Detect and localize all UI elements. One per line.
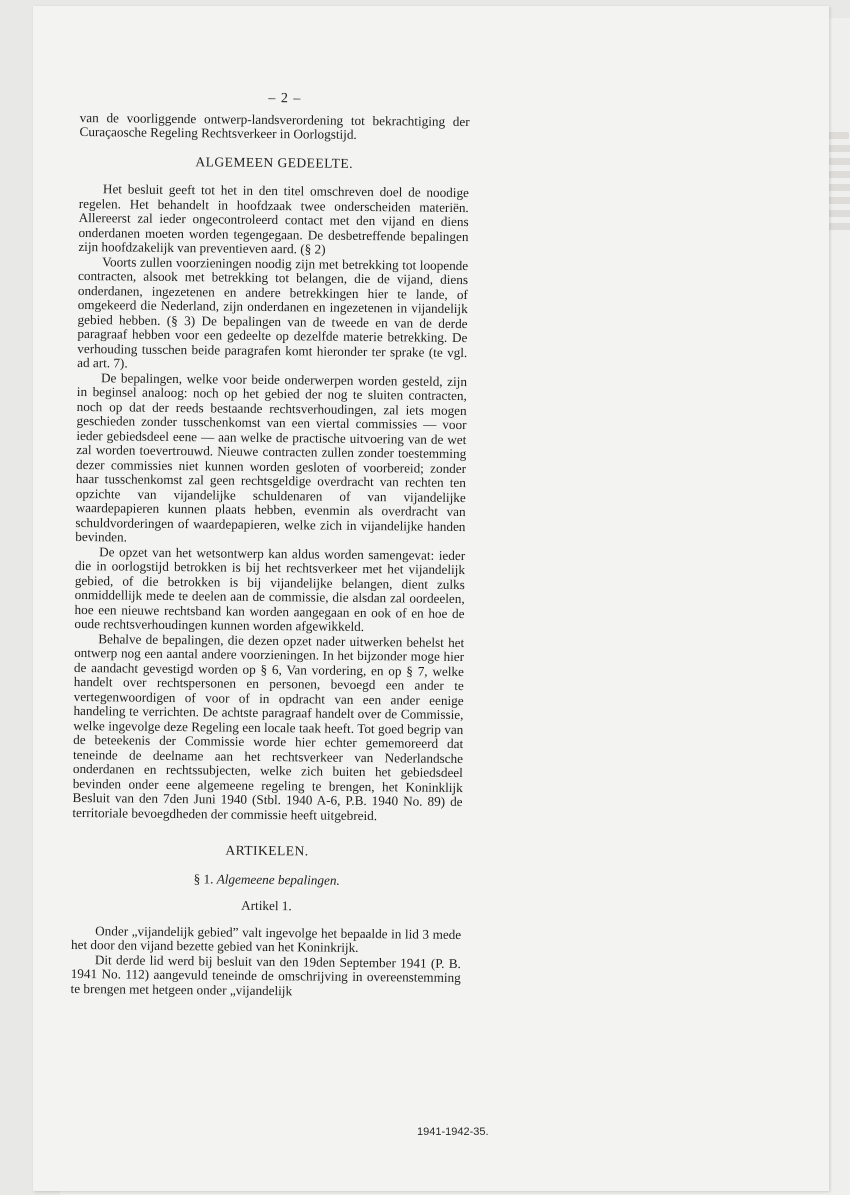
footer-code: 1941-1942-35. [417,1126,489,1138]
intro-paragraph: van de voorliggende ontwerp-landsverordening tot bekrachtiging der Curaçaosche Regeling Rechtsverkeer in Oorlogstijd. [79,109,470,142]
paragraph: Voorts zullen voorzieningen noodig zijn met betrekking tot loopende contracten, alsook met betrekking tot belangen, die de vijand, diens onderdanen, ingezetenen en andere betrekkingen hier te lande, of omgekeerd die Nederland, zijn onderdanen en ingezetenen in vijandelijk gebied hebben. (§ 3) De bepalingen van de tweede en van de derde paragraaf hebben voor een gedeelte op dezelfde materie betrekking. De verhouding tusschen beide paragrafen komt hieronder ter sprake (te vgl. ad art. 7). [77,253,469,371]
article-paragraph: Onder „vijandelijk gebied” valt ingevolge het bepaalde in lid 3 mede het door den vijand bezette gebied van het Koninkrijk. [70,922,462,955]
heading-general: ALGEMEEN GEDEELTE. [195,153,354,171]
paragraph: De opzet van het wetsontwerp kan aldus worden samengevat: ieder die in oorlogstijd betrokken is bij het rechtsverkeer met het vijandelijk gebied, of die betrokken is bij vijandelijke belangen, dient zulks onmiddellijk mede te deelen aan de commissie, die alsdan zal oordeelen, hoe een nieuwe rechtsband kan worden aangegaan en ook of en hoe de oude rechtsverhoudingen kunnen worden afgewikkeld. [74,543,466,635]
page-number: – 2 – [268,90,302,107]
article-heading: Artikel 1. [241,897,292,914]
section-title: Algemeene bepalingen. [216,870,340,888]
section-number: § 1. [193,870,214,886]
heading-articles: ARTIKELEN. [225,842,309,859]
paragraph: De bepalingen, welke voor beide onderwerpen worden gesteld, zijn in beginsel analoog: noch op het gebied der nog te sluiten contracten, noch op dat der reeds bestaande rechtsverhoudingen, zal iets mogen geschieden zonder tusschenkomst van een viertal commissies — voor ieder gebiedsdeel eene — aan welke de practische uitvoering van de wet zal worden toevertrouwd. Nieuwe contracten zullen zonder toestemming dezer commissies niet kunnen worden gesloten of voorbereid; zonder haar tusschenkomst zal geen rechtsgeldige overdracht van rechten ten opzichte van vijandelijke schuldenaren of van vijandelijke waardepapieren kunnen plaats hebben, evenmin als overdracht van schuldvorderingen of waardepapieren, welke zich in vijandelijke handen bevinden. [75,369,468,545]
document-page [33,6,829,1191]
paragraph: Het besluit geeft tot het in den titel omschreven doel de noodige regelen. Het behandelt in hoofdzaak twee onderscheiden materiën. Allereerst zal ieder ongecontroleerd contact met den vijand en diens onderdanen moeten worden tegengegaan. De desbetreffende bepalingen zijn hoofdzakelijk van preventieven aard. (§ 2) [78,181,470,257]
document-body [71,90,470,1000]
section-heading [72,870,462,889]
article-paragraph: Dit derde lid werd bij besluit van den 19den September 1941 (P. B. 1941 No. 112) aangevuld teneinde de omschrijving in overeenstemming te brengen met hetgeen onder „vijandelijk [70,951,461,998]
paragraph: Behalve de bepalingen, die dezen opzet nader uitwerken behelst het ontwerp nog een aantal andere voorzieningen. In het bijzonder moge hier de aandacht gevestigd worden op § 6, Van vordering, en op § 7, welke handelt over rechtspersonen en personen, bevoegd een ander te vertegenwoordigen of voor of in opdracht van een ander eenige handeling te verrichten. De achtste paragraaf handelt over de Commissie, welke ingevolge deze Regeling een locale taak heeft. Tot goed begrip van de beteekenis der Commissie worde hier echter gememoreerd dat teneinde de deelname aan het rechtsverkeer van Nederlandsche onderdanen en rechtssubjecten, welke zich buiten het gebiedsdeel bevinden onder eene algemeene regeling te brengen, het Koninklijk Besluit van den 7den Juni 1940 (Stbl. 1940 A-6, P.B. 1940 No. 89) de territoriale bevoegdheden der commissie heeft uitgebreid. [72,630,465,823]
